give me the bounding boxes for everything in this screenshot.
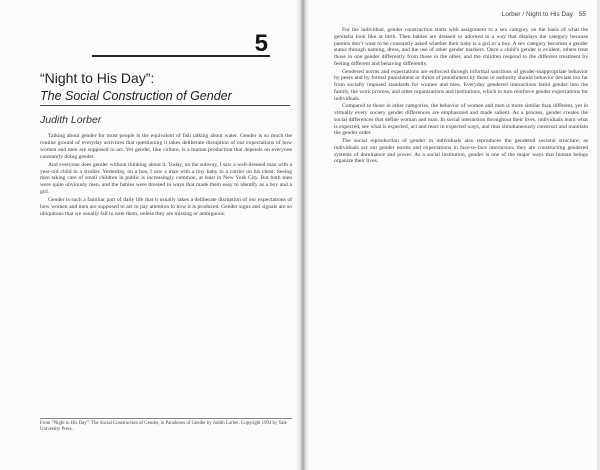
paragraph: Talking about gender for most people is the equivalent of fish talking about water. Gender is so much the routine ground of everyday activities that questioning it takes deliberate disruption of our expectations of how women and men are supposed to act. Yet gender, like culture, is a human production that depends on everyone constantly doing gender. [40, 133, 292, 160]
left-body-text [40, 133, 292, 218]
chapter-number: 5 [254, 30, 268, 57]
paragraph: And everyone does gender without thinking about it. Today, on the subway, I saw a well-dressed man with a year-old child in a stroller. Yesterday, on a bus, I saw a man with a tiny baby in a carrier on his chest. Seeing men taking care of small children in public is increasingly common, at least in New York City. But both men were quite obviously men, and the babies were dressed in ways that made them easy to identify as a boy and a girl. [40, 161, 292, 196]
right-body-text [334, 27, 588, 165]
paragraph: Gendered norms and expectations are enforced through informal sanctions of gender-inappropriate behavior by peers and by formal punishment or threat of punishment by those in authority should behavior deviate too far from socially imposed standards for women and men. Everyday gendered interactions build gender into the family, the work process, and other organizations and institutions, which in turn reinforce gender expectations for individuals. [334, 68, 588, 102]
chapter-subtitle: The Social Construction of Gender [40, 89, 290, 106]
paragraph: Gender is such a familiar part of daily life that it usually takes a deliberate disruption of our expectations of how women and men are supposed to act to pay attention to how it is produced. Gender signs and signals are so ubiquitous that we usually fail to note them, unless they are missing or ambiguous. [40, 197, 292, 217]
running-head [502, 11, 586, 18]
right-page [310, 0, 600, 470]
source-footnote: From “Night to His Day”: The Social Construction of Gender, in Paradoxes of Gender by Judith Lorber. Copyright 1994 by Yale University Press. [40, 418, 292, 433]
running-head-text: Lorber / Night to His Day [501, 11, 573, 18]
paragraph: For the individual, gender construction starts with assignment to a sex category on the basis of what the genitalia look like at birth. Then babies are dressed or adorned in a way that displays the category because parents don’t want to be constantly asked whether their baby is a girl or a boy. A sex category becomes a gender status through naming, dress, and the use of other gender markers. Once a child’s gender is evident, others treat those in one gender differently from those in the other, and the children respond to the different treatment by feeling different and behaving differently. [334, 27, 588, 67]
paragraph: The social reproduction of gender in individuals also reproduces the gendered societal structure; as individuals act out gender norms and expectations in face-to-face interaction, they are constructing gendered systems of dominance and power. As a social institution, gender is one of the major ways that human beings organize their lives. [334, 138, 588, 165]
chapter-rule [92, 55, 270, 57]
paragraph: Compared to those in other categories, the behavior of women and men is more similar than different, yet in virtually every society gender differences are emphasized and made salient. As a process, gender creates the social differences that define woman and man. In social interaction throughout their lives, individuals learn what is expected, see what is expected, act and react in expected ways, and thus simultaneously construct and maintain the gender order. [334, 103, 588, 137]
page-number: 55 [578, 11, 586, 18]
book-gutter [296, 0, 310, 470]
left-page [0, 0, 296, 470]
author-name: Judith Lorber [40, 114, 102, 126]
chapter-title: “Night to His Day”: [40, 70, 155, 86]
